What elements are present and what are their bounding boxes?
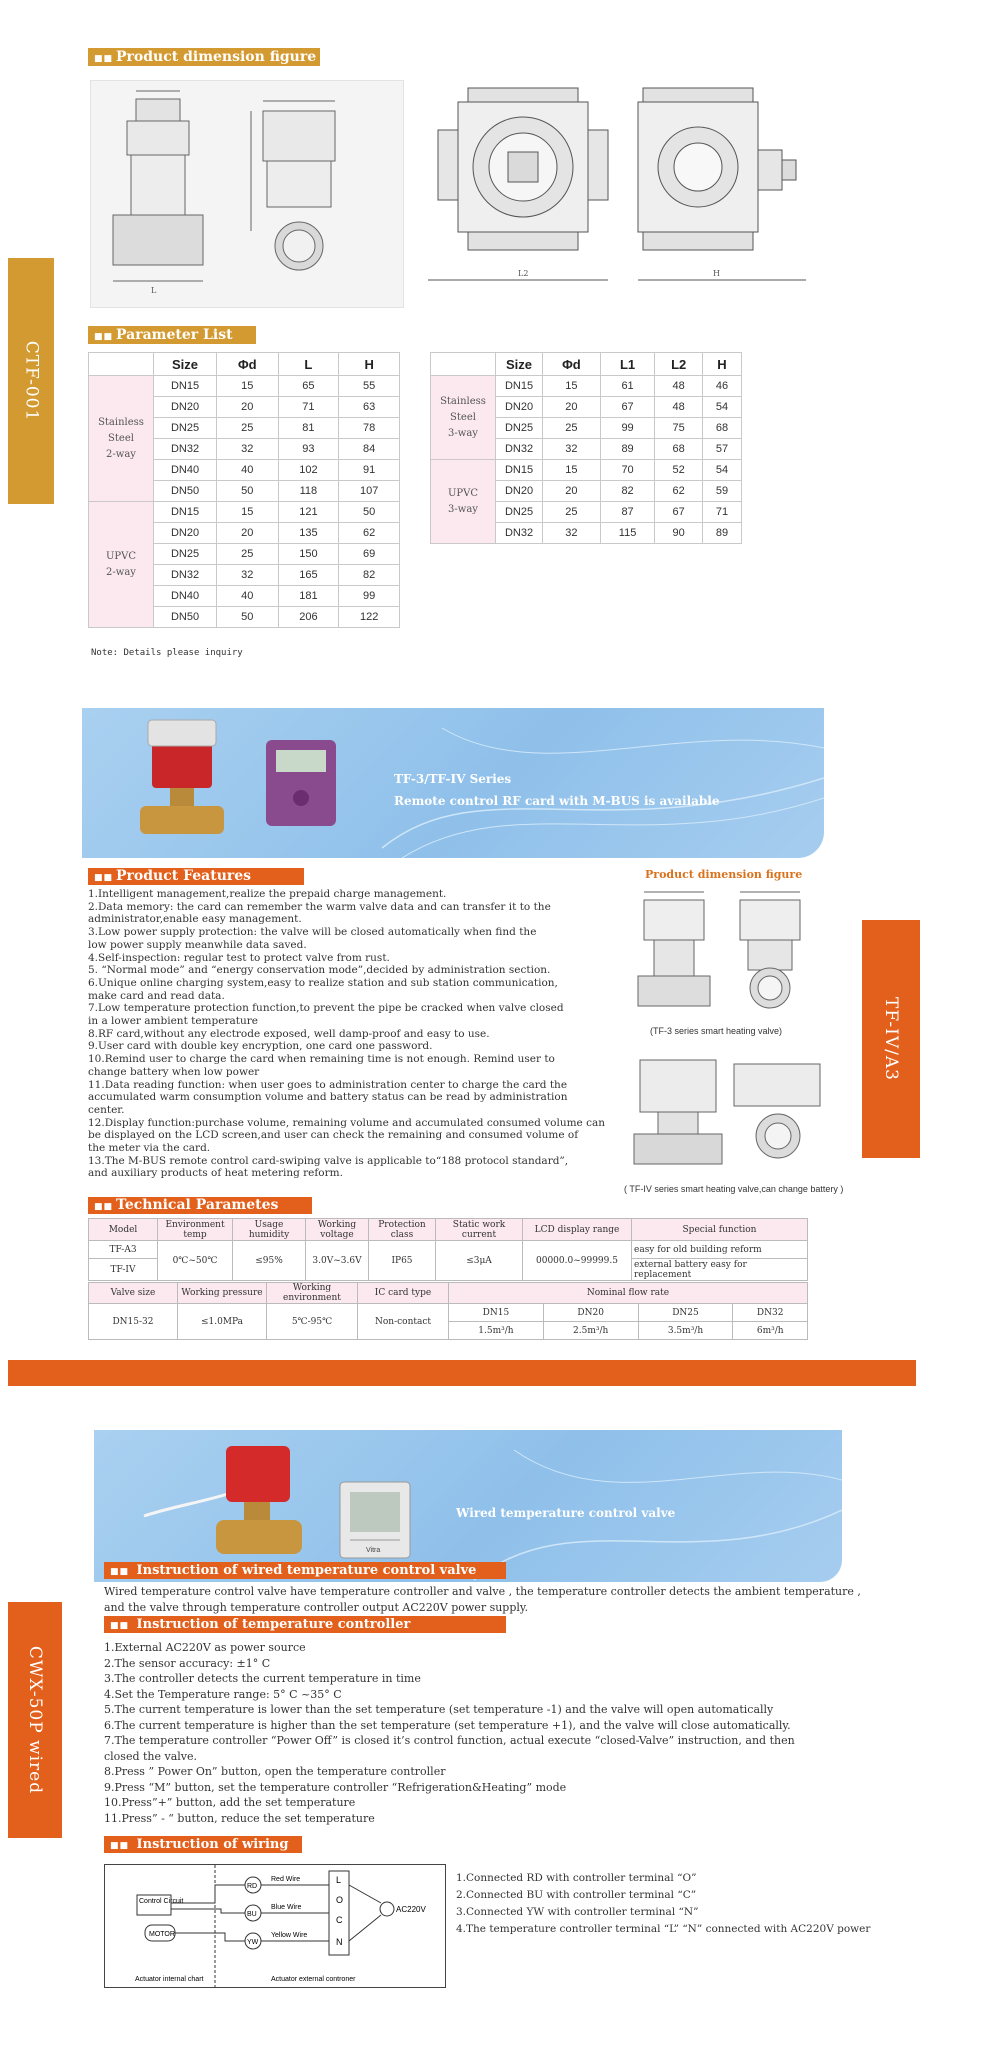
feature-line: 8.RF card,without any electrode exposed, well damp-proof and easy to use. (88, 1027, 490, 1040)
cell: 65 (278, 376, 339, 397)
cell: 122 (339, 607, 400, 628)
group-label-line: Stainless (440, 395, 486, 407)
cell: 118 (278, 481, 339, 502)
tf3-valve-drawing (630, 886, 824, 1018)
tf-series-banner (82, 708, 824, 858)
cell: DN25 (638, 1304, 733, 1322)
cell: 32 (217, 439, 279, 460)
feature-line: make card and read data. (88, 989, 225, 1002)
cell: 61 (600, 376, 655, 397)
cell: 84 (339, 439, 400, 460)
header-squares: ■■ (94, 332, 114, 342)
table-row (89, 376, 400, 397)
wired-instruction-header-text: Instruction of wired temperature control valve (136, 1563, 477, 1578)
cell: DN40 (154, 586, 217, 607)
features-list (88, 888, 616, 1180)
blue-wire-label: Blue Wire (271, 1904, 302, 1911)
instruction-line: 9.Press “M” button, set the temperature controller “Refrigeration&Heating” mode (104, 1780, 567, 1794)
cell: 20 (217, 397, 279, 418)
instruction-line: 2.The sensor accuracy: ±1° C (104, 1656, 271, 1670)
cell: 150 (278, 544, 339, 565)
drawing-label-l2: L2 (518, 269, 529, 278)
cell: DN20 (154, 523, 217, 544)
instruction-line: 10.Press”+” button, add the set temperature (104, 1796, 356, 1809)
cell: 107 (339, 481, 400, 502)
column-header: Working pressure (178, 1283, 267, 1304)
cell: DN40 (154, 460, 217, 481)
cell: 70 (600, 460, 655, 481)
cell: 102 (278, 460, 339, 481)
cell: DN25 (496, 502, 543, 523)
terminal-l: L (336, 1875, 342, 1885)
cell: 78 (339, 418, 400, 439)
cell: 206 (278, 607, 339, 628)
cell: DN15 (154, 376, 217, 397)
column-header: Size (154, 353, 217, 376)
column-header: H (702, 353, 741, 376)
cell: DN15 (496, 460, 543, 481)
cell: 50 (339, 502, 400, 523)
cell: 50 (217, 481, 279, 502)
cell: 181 (278, 586, 339, 607)
controller-instruction-header-text: Instruction of temperature controller (136, 1617, 411, 1632)
dimension-figure-small-header: Product dimension figure (645, 868, 803, 881)
parameter-list-header (88, 326, 256, 344)
table-row (431, 460, 742, 481)
feature-line: low power supply meanwhile data saved. (88, 938, 307, 951)
header-squares: ■■ (94, 873, 114, 883)
column-header: H (339, 353, 400, 376)
wired-banner-title: Wired temperature control valve (456, 1506, 676, 1520)
cell: 93 (278, 439, 339, 460)
cell: 00000.0~99999.5 (523, 1241, 632, 1281)
wired-valve-product-image (134, 1436, 324, 1576)
cell: 69 (339, 544, 400, 565)
controller-instruction-header (104, 1616, 506, 1633)
cell: 32 (217, 565, 279, 586)
feature-line: administrator,enable easy management. (88, 913, 302, 926)
table-header-row (89, 353, 400, 376)
cell: 25 (543, 502, 601, 523)
cell: 121 (278, 502, 339, 523)
cell: DN32 (496, 523, 543, 544)
feature-line: center. (88, 1103, 125, 1116)
cell: DN32 (496, 439, 543, 460)
side-tab-ctf-001 (8, 258, 54, 504)
ac220v-label: AC220V (396, 1905, 426, 1914)
column-header: L (278, 353, 339, 376)
column-header: Φd (217, 353, 279, 376)
cell: DN50 (154, 607, 217, 628)
tfiv-caption: ( TF-IV series smart heating valve,can change battery ) (624, 1184, 844, 1194)
header-squares: ■■ (110, 1841, 130, 1851)
feature-line: accumulated warm consumption volume and battery status can be read by administration (88, 1091, 568, 1104)
wiring-instruction-header-text: Instruction of wiring (136, 1837, 289, 1852)
feature-line: and auxiliary products of heat metering reform. (88, 1167, 343, 1180)
instruction-line: 5.The current temperature is lower than the set temperature (set temperature -1) and the valve will open automatically (104, 1703, 774, 1716)
cell: ≤3μA (436, 1241, 523, 1281)
instruction-line: 4.Set the Temperature range: 5° C ~35° C (104, 1687, 342, 1701)
red-wire-label: Red Wire (271, 1876, 301, 1883)
cell: DN15 (449, 1304, 544, 1322)
side-tab-cwx-50p-text: CWX-50P wired (25, 1645, 46, 1795)
wiring-instruction-list (456, 1870, 870, 1938)
side-tab-cwx-50p (8, 1602, 62, 1838)
instruction-line: 1.External AC220V as power source (104, 1641, 306, 1654)
tfiv-valve-drawing (630, 1050, 830, 1170)
cell: 48 (655, 376, 703, 397)
column-header: L2 (655, 353, 703, 376)
column-header: LCD display range (523, 1219, 632, 1241)
cell: 67 (600, 397, 655, 418)
feature-line: change battery when low power (88, 1065, 260, 1078)
instruction-line: 8.Press ” Power On” button, open the temperature controller (104, 1765, 446, 1778)
header-squares: ■■ (94, 54, 114, 64)
table-corner-cell (89, 353, 154, 376)
column-header: Working environment (267, 1283, 358, 1304)
tf3-caption: (TF-3 series smart heating valve) (650, 1026, 783, 1036)
group-label-line: Steel (108, 432, 134, 444)
cell: 54 (702, 397, 741, 418)
dimension-drawing-3way (428, 80, 806, 290)
table-header-row (431, 353, 742, 376)
feature-line: 5. “Normal mode” and “energy conservation mode”,decided by administration section. (88, 964, 551, 977)
valve-2way-drawing (91, 81, 403, 307)
cell: external battery easy for replacement (632, 1259, 808, 1281)
cell: 135 (278, 523, 339, 544)
feature-line: 9.User card with double key encryption, one card one password. (88, 1040, 433, 1053)
column-header: L1 (600, 353, 655, 376)
cell: DN20 (543, 1304, 638, 1322)
technical-table-1 (88, 1218, 808, 1281)
cell: 62 (339, 523, 400, 544)
cell: 99 (339, 586, 400, 607)
cell: Non-contact (358, 1304, 449, 1340)
note-text: Note: Details please inquiry (91, 648, 243, 658)
cell: 15 (543, 460, 601, 481)
actuator-external-label: Actuator external controner (271, 1976, 356, 1983)
cell: 82 (600, 481, 655, 502)
instruction-line: 6.The current temperature is higher than the set temperature (set temperature +1), and the valve will close automatically. (104, 1718, 791, 1732)
cell: 71 (702, 502, 741, 523)
thermostat-brand: Vitra (366, 1547, 381, 1554)
cell: DN25 (154, 544, 217, 565)
column-header: Static work current (436, 1219, 523, 1241)
cell: DN15-32 (89, 1304, 178, 1340)
technical-table-2 (88, 1282, 808, 1340)
banner-subtitle: Remote control RF card with M-BUS is available (394, 794, 720, 808)
cell: 87 (600, 502, 655, 523)
header-squares: ■■ (110, 1621, 130, 1631)
technical-params-header (88, 1197, 312, 1214)
table-header-row (89, 1283, 808, 1304)
column-header: Size (496, 353, 543, 376)
side-tab-tf-iv-a3 (862, 920, 920, 1158)
cell: DN25 (154, 418, 217, 439)
cell: 1.5m³/h (449, 1322, 544, 1340)
drawing-label-h: H (713, 269, 720, 278)
technical-params-header-text: Technical Parametes (116, 1197, 279, 1213)
cell: 99 (600, 418, 655, 439)
instruction-line: 11.Press” - “ button, reduce the set temperature (104, 1811, 375, 1825)
cell: DN25 (496, 418, 543, 439)
wiring-line: 3.Connected YW with controller terminal “N” (456, 1906, 699, 1918)
instruction-line: closed the valve. (104, 1749, 198, 1763)
feature-line: 6.Unique online charging system,easy to realize station and sub station communication, (88, 976, 558, 989)
feature-line: 10.Remind user to charge the card when remaining time is not enough. Remind user to (88, 1053, 555, 1066)
group-label-line: UPVC (447, 487, 479, 499)
controller-instruction-list (104, 1640, 795, 1826)
cell: 0℃~50℃ (158, 1241, 233, 1281)
wired-valve-banner (94, 1430, 842, 1582)
tf3-dimension-drawing (630, 886, 824, 1018)
group-label-line: 2-way (106, 448, 136, 460)
group-label-line: Steel (450, 411, 476, 423)
wiring-line: 4.The temperature controller terminal “L” “N” connected with AC220V power (456, 1923, 871, 1935)
column-header: Φd (543, 353, 601, 376)
feature-line: the meter via the card. (88, 1142, 211, 1155)
cell: 32 (543, 523, 601, 544)
cell: 3.0V~3.6V (306, 1241, 369, 1281)
drawing-label-l: L (151, 286, 157, 295)
rd-label: RD (247, 1883, 258, 1890)
cell: DN15 (154, 502, 217, 523)
cell: 40 (217, 586, 279, 607)
column-header: Nominal flow rate (449, 1283, 808, 1304)
cell: DN32 (154, 565, 217, 586)
cell: TF-A3 (89, 1241, 158, 1259)
thermostat-image (338, 1480, 414, 1564)
cell: ≤1.0MPa (178, 1304, 267, 1340)
header-squares: ■■ (110, 1567, 130, 1577)
cell: 15 (217, 376, 279, 397)
wiring-line: 1.Connected RD with controller terminal “O” (456, 1872, 697, 1884)
cell: 20 (217, 523, 279, 544)
cell: 52 (655, 460, 703, 481)
cell: 40 (217, 460, 279, 481)
feature-line: 1.Intelligent management,realize the prepaid charge management. (88, 888, 447, 900)
cell: 91 (339, 460, 400, 481)
cell: DN50 (154, 481, 217, 502)
column-header: Valve size (89, 1283, 178, 1304)
cell: 89 (600, 439, 655, 460)
cell: 15 (543, 376, 601, 397)
cell: 3.5m³/h (638, 1322, 733, 1340)
cell: 20 (543, 397, 601, 418)
cell: 59 (702, 481, 741, 502)
cell: 165 (278, 565, 339, 586)
cell: 2.5m³/h (543, 1322, 638, 1340)
group-label-upvc-2way (89, 502, 154, 628)
parameter-list-header-text: Parameter List (116, 327, 233, 343)
column-header: Working voltage (306, 1219, 369, 1241)
instruction-line: and the valve through temperature controller output AC220V power supply. (104, 1600, 529, 1614)
cell: 90 (655, 523, 703, 544)
terminal-n: N (336, 1937, 343, 1947)
cell: ≤95% (233, 1241, 306, 1281)
instruction-line: 3.The controller detects the current temperature in time (104, 1672, 421, 1685)
cell: 25 (543, 418, 601, 439)
group-label-stainless-3way (431, 376, 496, 460)
product-features-header (88, 868, 304, 885)
cell: 81 (278, 418, 339, 439)
terminal-o: O (336, 1895, 344, 1905)
orange-divider-bar (8, 1360, 916, 1386)
cell: 32 (543, 439, 601, 460)
feature-line: be displayed on the LCD screen,and user can check the remaining and consumed volume of (88, 1129, 579, 1142)
cell: 67 (655, 502, 703, 523)
cell: 71 (278, 397, 339, 418)
column-header: Usage humidity (233, 1219, 306, 1241)
cell: IP65 (369, 1241, 436, 1281)
header-squares: ■■ (94, 1202, 114, 1212)
cell: DN20 (496, 481, 543, 502)
valve-3way-drawing (428, 80, 806, 290)
table-corner-cell (431, 353, 496, 376)
rf-card-controller-image (262, 736, 342, 836)
yellow-wire-label: Yellow Wire (271, 1932, 308, 1939)
cell: DN32 (154, 439, 217, 460)
group-label-line: 3-way (448, 427, 478, 439)
group-label-upvc-3way (431, 460, 496, 544)
tfiv-dimension-drawing (630, 1050, 830, 1170)
cell: 6m³/h (733, 1322, 808, 1340)
motor-label: MOTOR (149, 1931, 175, 1938)
column-header: Environment temp (158, 1219, 233, 1241)
group-label-line: UPVC (105, 550, 137, 562)
table-row (89, 502, 400, 523)
table-header-row (89, 1219, 808, 1241)
feature-line: 4.Self-inspection: regular test to protect valve from rust. (88, 951, 390, 964)
valve-product-image (122, 714, 252, 854)
wiring-diagram-svg (105, 1865, 445, 1987)
group-label-line: 3-way (448, 503, 478, 515)
feature-line: 3.Low power supply protection: the valve will be closed automatically when find the (88, 926, 537, 939)
cell: 57 (702, 439, 741, 460)
dimension-figure-header (88, 48, 320, 66)
banner-title: TF-3/TF-IV Series (394, 772, 512, 786)
group-label-stainless-2way (89, 376, 154, 502)
instruction-line: Wired temperature control valve have temperature controller and valve , the temperature controller detects the ambient temperature , (104, 1585, 861, 1598)
cell: easy for old building reform (632, 1241, 808, 1259)
dimension-drawing-2way (90, 80, 404, 308)
yw-label: YW (247, 1939, 259, 1946)
cell: 5℃-95℃ (267, 1304, 358, 1340)
column-header: IC card type (358, 1283, 449, 1304)
feature-line: 7.Low temperature protection function,to prevent the pipe be cracked when valve closed (88, 1002, 564, 1015)
bu-label: BU (247, 1911, 257, 1918)
wiring-instruction-header (104, 1836, 302, 1853)
instruction-line: 7.The temperature controller “Power Off” is closed it’s control function, actual execute “closed-Valve” instruction, and then (104, 1734, 795, 1747)
wiring-diagram (104, 1864, 446, 1988)
cell: 115 (600, 523, 655, 544)
cell: 20 (543, 481, 601, 502)
feature-line: 12.Display function:purchase volume, remaining volume and accumulated consumed volume can (88, 1116, 605, 1129)
cell: 25 (217, 544, 279, 565)
cell: 50 (217, 607, 279, 628)
terminal-c: C (336, 1915, 343, 1925)
control-circuit-label: Control Circuit (139, 1898, 184, 1905)
cell: DN20 (154, 397, 217, 418)
column-header: Special function (632, 1219, 808, 1241)
cell: DN15 (496, 376, 543, 397)
cell: 63 (339, 397, 400, 418)
cell: DN20 (496, 397, 543, 418)
cell: 15 (217, 502, 279, 523)
cell: DN32 (733, 1304, 808, 1322)
parameter-table-3way (430, 352, 742, 544)
parameter-table-2way (88, 352, 400, 628)
cell: 75 (655, 418, 703, 439)
cell: 48 (655, 397, 703, 418)
cell: TF-IV (89, 1259, 158, 1281)
column-header: Protection class (369, 1219, 436, 1241)
cell: 82 (339, 565, 400, 586)
wired-instruction-text (104, 1584, 861, 1615)
cell: 68 (655, 439, 703, 460)
column-header: Model (89, 1219, 158, 1241)
cell: 62 (655, 481, 703, 502)
cell: 55 (339, 376, 400, 397)
wired-instruction-header (104, 1562, 506, 1579)
cell: 68 (702, 418, 741, 439)
table-row (431, 376, 742, 397)
actuator-internal-label: Actuator internal chart (135, 1976, 204, 1983)
table-row (89, 1241, 808, 1259)
group-label-line: 2-way (106, 566, 136, 578)
feature-line: 13.The M-BUS remote control card-swiping valve is applicable to“188 protocol standard”, (88, 1154, 569, 1167)
feature-line: 11.Data reading function: when user goes to administration center to charge the card the (88, 1078, 568, 1091)
side-tab-tf-iv-a3-text: TF-IV/A3 (881, 997, 901, 1081)
dimension-figure-header-text: Product dimension figure (116, 49, 317, 65)
product-features-header-text: Product Features (116, 868, 252, 884)
cell: 89 (702, 523, 741, 544)
side-tab-ctf-001-text: CTF-001 (21, 340, 42, 422)
feature-line: 2.Data memory: the card can remember the warm valve data and can transfer it to the (88, 900, 551, 913)
cell: 54 (702, 460, 741, 481)
wiring-line: 2.Connected BU with controller terminal “C” (456, 1889, 697, 1901)
cell: 46 (702, 376, 741, 397)
cell: 25 (217, 418, 279, 439)
group-label-line: Stainless (98, 416, 144, 428)
feature-line: in a lower ambient temperature (88, 1015, 258, 1028)
table-row (89, 1304, 808, 1322)
